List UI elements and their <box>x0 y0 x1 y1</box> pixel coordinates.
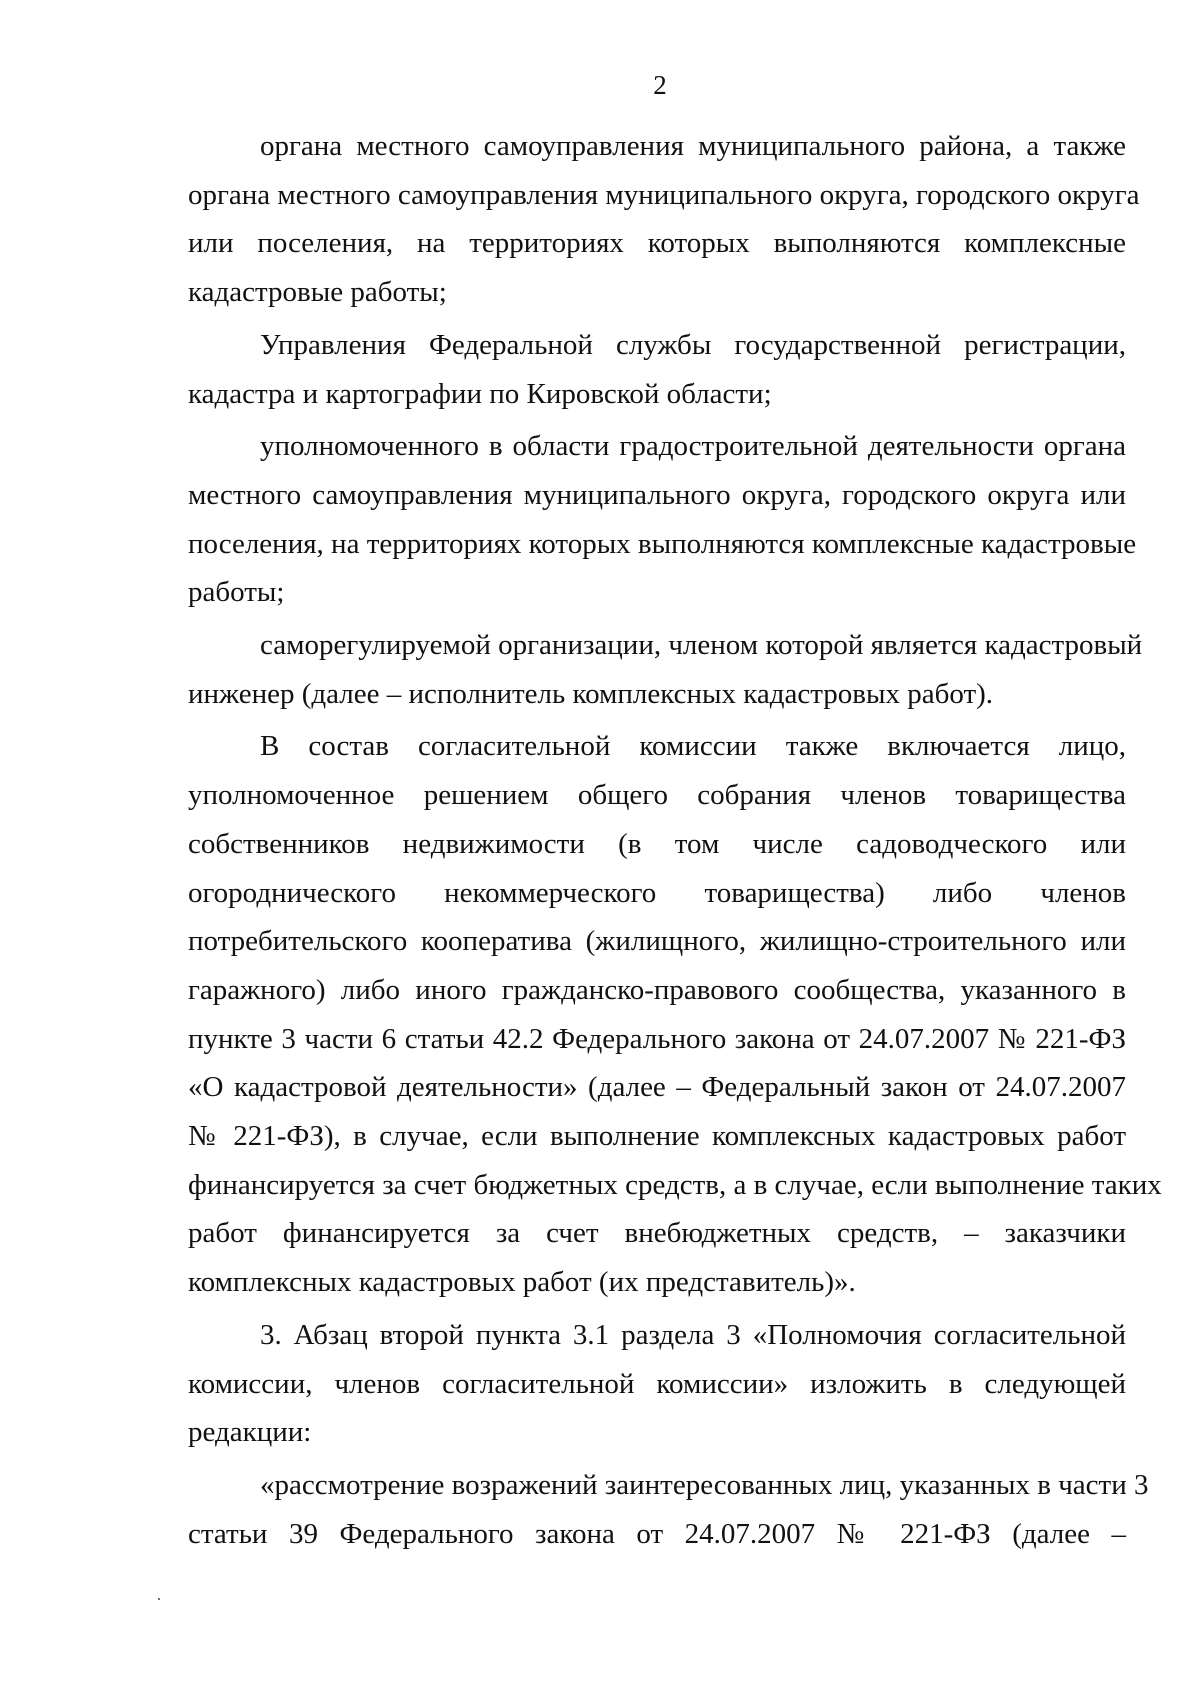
text-line: гаражного) либо иного гражданско-правового сообщества, указанного в <box>188 973 1126 1006</box>
text-line: комиссии, членов согласительной комиссии» изложить в следующей <box>188 1367 1126 1400</box>
paragraph <box>188 1461 1149 1558</box>
text-line: В состав согласительной комиссии также включается лицо, <box>260 730 1126 763</box>
text-line: работ финансируется за счет внебюджетных средств, – заказчики <box>188 1217 1126 1250</box>
text-line: огороднического некоммерческого товарищества) либо членов <box>188 876 1126 909</box>
document-body <box>188 122 1162 1558</box>
text-line: уполномоченное решением общего собрания членов товарищества <box>188 779 1126 812</box>
text-line: кадастра и картографии по Кировской области; <box>188 377 772 410</box>
text-line: 3. Абзац второй пункта 3.1 раздела 3 «Полномочия согласительной <box>260 1318 1126 1351</box>
text-line: местного самоуправления муниципального округа, городского округа или <box>188 478 1126 511</box>
text-line: работы; <box>188 576 285 609</box>
scan-speck <box>158 1598 160 1600</box>
text-line: или поселения, на территориях которых выполняются комплексные <box>188 227 1126 260</box>
text-line: кадастровые работы; <box>188 276 447 309</box>
text-line: Управления Федеральной службы государственной регистрации, <box>260 328 1126 361</box>
text-line: «О кадастровой деятельности» (далее – Федеральный закон от 24.07.2007 <box>188 1071 1126 1104</box>
paragraph <box>188 422 1137 617</box>
text-line: уполномоченного в области градостроительной деятельности органа <box>260 430 1126 463</box>
paragraph <box>188 1311 1126 1457</box>
text-line: редакции: <box>188 1416 312 1449</box>
text-line: финансируется за счет бюджетных средств, а в случае, если выполнение таких <box>188 1168 1162 1201</box>
text-line: инженер (далее – исполнитель комплексных кадастровых работ). <box>188 677 994 710</box>
text-line: комплексных кадастровых работ (их представитель)». <box>188 1266 856 1299</box>
text-line: статьи 39 Федерального закона от 24.07.2007 № 221-ФЗ (далее – <box>188 1517 1126 1550</box>
paragraph <box>188 122 1140 317</box>
page-number: 2 <box>653 70 667 100</box>
text-line: органа местного самоуправления муниципального района, а также <box>260 130 1126 162</box>
text-line: № 221-ФЗ), в случае, если выполнение комплексных кадастровых работ <box>188 1120 1126 1153</box>
text-line: поселения, на территориях которых выполняются комплексные кадастровые <box>188 527 1137 560</box>
text-line: собственников недвижимости (в том числе садоводческого или <box>188 827 1126 860</box>
paragraph <box>188 722 1162 1306</box>
text-line: «рассмотрение возражений заинтересованных лиц, указанных в части 3 <box>260 1468 1149 1501</box>
text-line: потребительского кооператива (жилищного, жилищно-строительного или <box>188 925 1126 958</box>
paragraph <box>188 321 1126 418</box>
paragraph <box>188 621 1143 718</box>
text-line: саморегулируемой организации, членом которой является кадастровый <box>260 629 1143 662</box>
text-line: пункте 3 части 6 статьи 42.2 Федерального закона от 24.07.2007 № 221-ФЗ <box>188 1022 1126 1055</box>
text-line: органа местного самоуправления муниципального округа, городского округа <box>188 178 1140 211</box>
